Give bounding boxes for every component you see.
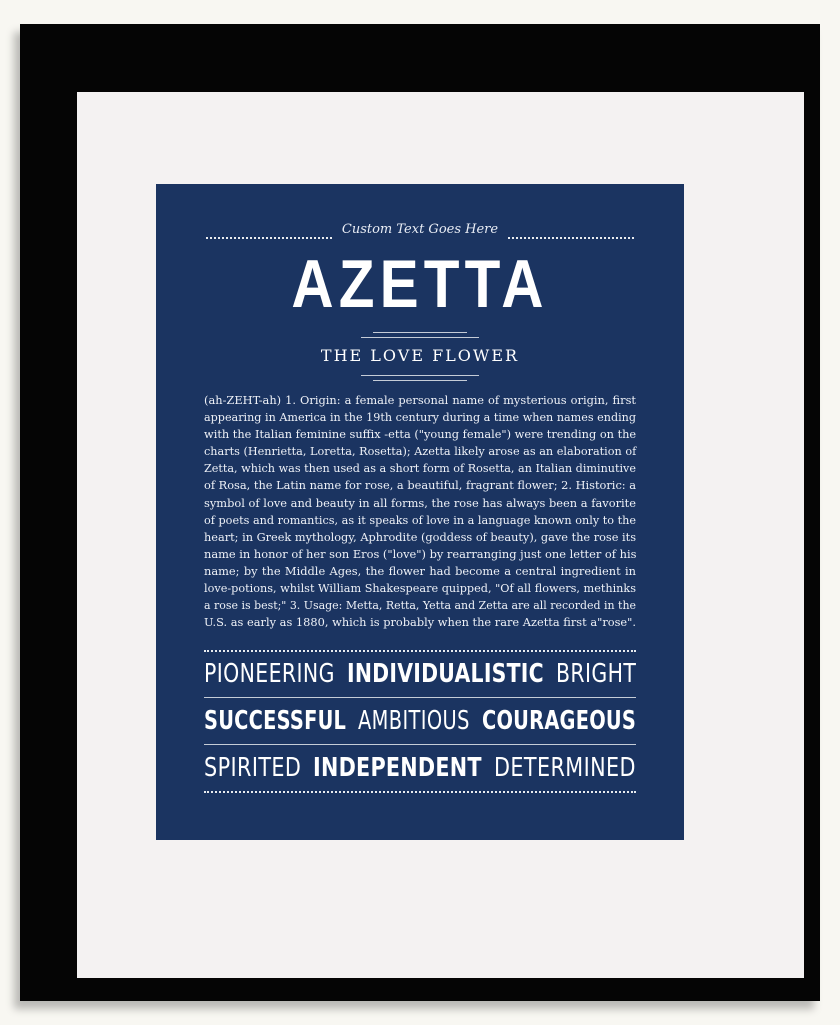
trait-word: SUCCESSFUL [204,706,347,736]
trait-word: INDIVIDUALISTIC [346,659,544,689]
name-meaning: THE LOVE FLOWER [320,346,520,365]
definition-line: heart; in Greek mythology, Aphrodite (goddess of beauty), gave the rose its [204,529,637,544]
dotted-divider-traits-bottom [204,791,636,793]
trait-word: BRIGHT [555,659,637,689]
dotted-divider-right [508,237,634,239]
traits-row-1 [204,654,636,694]
dotted-divider-left [206,237,332,239]
definition-line: of Rosa, the Latin name for rose, a beautiful, fragrant flower; 2. Historic: a [204,478,637,493]
definition-line: name in honor of her son Eros ("love") by rearranging just one letter of his [204,546,637,561]
divider-rule [373,332,467,333]
trait-word: AMBITIOUS [358,706,470,736]
trait-word: COURAGEOUS [482,706,637,736]
divider-rule [373,380,467,381]
name-title: AZETTA [291,246,549,322]
definition-line: U.S. as early as 1880, which is probably when the rare Azetta first a"rose". [204,615,636,630]
definition-line: a rose is best;" 3. Usage: Metta, Retta, Yetta and Zetta are all recorded in the [204,598,636,613]
definition-line: symbol of love and beauty in all forms, the rose has always been a favorite [204,495,636,510]
traits-divider [204,744,636,745]
definition-line: (ah-ZEHT-ah) 1. Origin: a female personal name of mysterious origin, first [204,393,636,407]
definition-line: with the Italian feminine suffix -etta ("young female") were trending on the [204,427,637,442]
traits-row-2 [204,701,636,741]
trait-word: DETERMINED [493,753,636,783]
divider-rule [361,337,479,338]
definition-line: love-potions, whilst William Shakespeare quipped, "Of all flowers, methinks [204,581,636,596]
name-print [156,184,684,840]
trait-word: INDEPENDENT [313,753,482,783]
definition-line: of poets and romantics, as it speaks of love in a language known only to the [204,512,636,527]
traits-row-3 [204,748,636,788]
dotted-divider-traits-top [204,650,636,652]
traits-divider [204,697,636,698]
custom-text: Custom Text Goes Here [341,222,499,237]
definition-line: name; by the Middle Ages, the flower had become a central ingredient in [204,563,636,578]
definition-line: Zetta, which was then used as a short form of Rosetta, an Italian diminutive [204,461,636,476]
divider-rule [361,375,479,376]
name-definition [204,392,636,631]
trait-word: SPIRITED [204,753,302,783]
definition-line: appearing in America in the 19th century during a time when names ending [204,410,636,425]
definition-line: charts (Henrietta, Loretta, Rosetta); Azetta likely arose as an elaboration of [204,444,637,459]
trait-word: PIONEERING [204,659,335,689]
